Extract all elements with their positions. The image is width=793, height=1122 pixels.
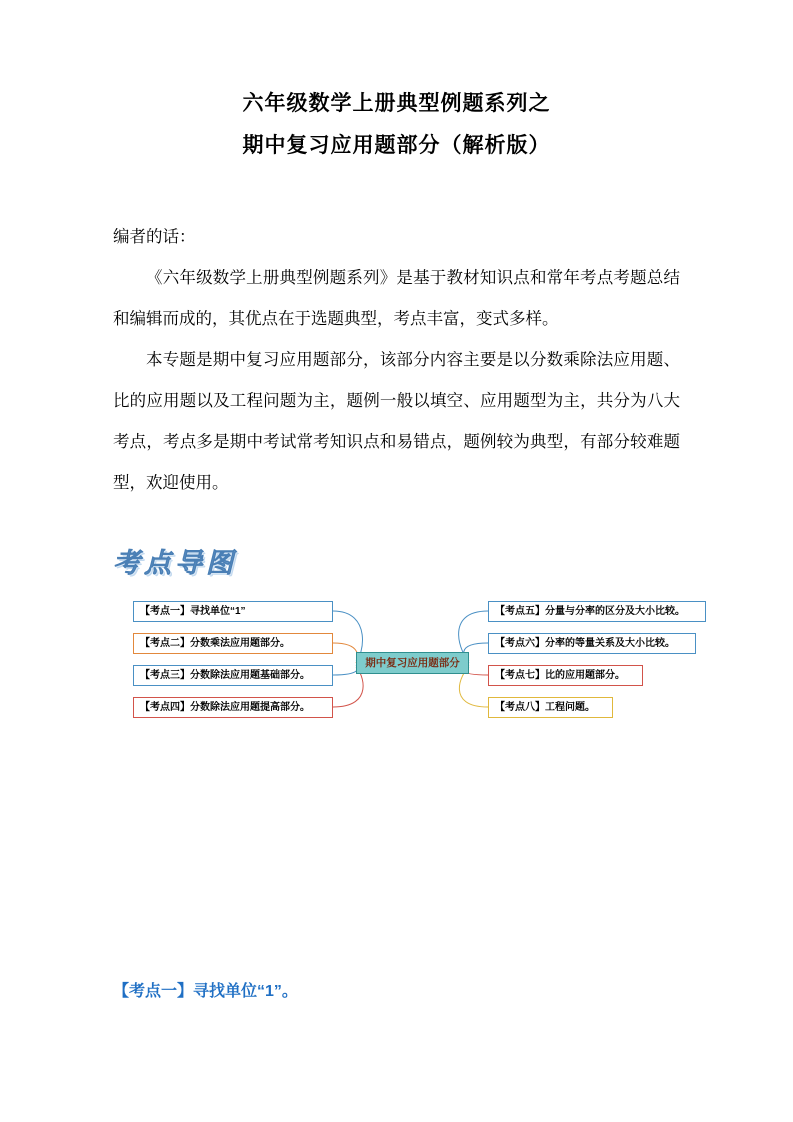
mindmap-node-1: 【考点一】寻找单位“1” bbox=[133, 601, 333, 622]
intro-block bbox=[113, 216, 680, 503]
mindmap-node-8: 【考点八】工程问题。 bbox=[488, 697, 613, 718]
mindmap-node-4: 【考点四】分数除法应用题提高部分。 bbox=[133, 697, 333, 718]
mindmap-node-6: 【考点六】分率的等量关系及大小比较。 bbox=[488, 633, 696, 654]
mindmap-node-7: 【考点七】比的应用题部分。 bbox=[488, 665, 643, 686]
mindmap-node-3: 【考点三】分数除法应用题基础部分。 bbox=[133, 665, 333, 686]
section-heading: 【考点一】寻找单位“1”。 bbox=[113, 983, 298, 1000]
editor-label: 编者的话： bbox=[113, 227, 196, 246]
intro-paragraph-2: 本专题是期中复习应用题部分，该部分内容主要是以分数乘除法应用题、比的应用题以及工程问题为主，题例一般以填空、应用题型为主，共分为八大考点，考点多是期中考试常考知识点和易错点，题例较为典型，有部分较难题型，欢迎使用。 bbox=[113, 350, 680, 492]
page-title bbox=[113, 0, 680, 166]
title-line-2: 期中复习应用题部分（解析版） bbox=[242, 133, 551, 157]
artword-heading: 考点导图 bbox=[113, 548, 237, 579]
intro-paragraph-1: 《六年级数学上册典型例题系列》是基于教材知识点和常年考点考题总结和编辑而成的，其优点在于选题典型，考点丰富，变式多样。 bbox=[113, 268, 680, 328]
mindmap-center-node: 期中复习应用题部分 bbox=[356, 652, 469, 674]
mindmap-node-5: 【考点五】分量与分率的区分及大小比较。 bbox=[488, 601, 706, 622]
mindmap-diagram bbox=[113, 597, 685, 737]
mindmap-node-2: 【考点二】分数乘法应用题部分。 bbox=[133, 633, 333, 654]
title-line-1: 六年级数学上册典型例题系列之 bbox=[242, 91, 551, 115]
